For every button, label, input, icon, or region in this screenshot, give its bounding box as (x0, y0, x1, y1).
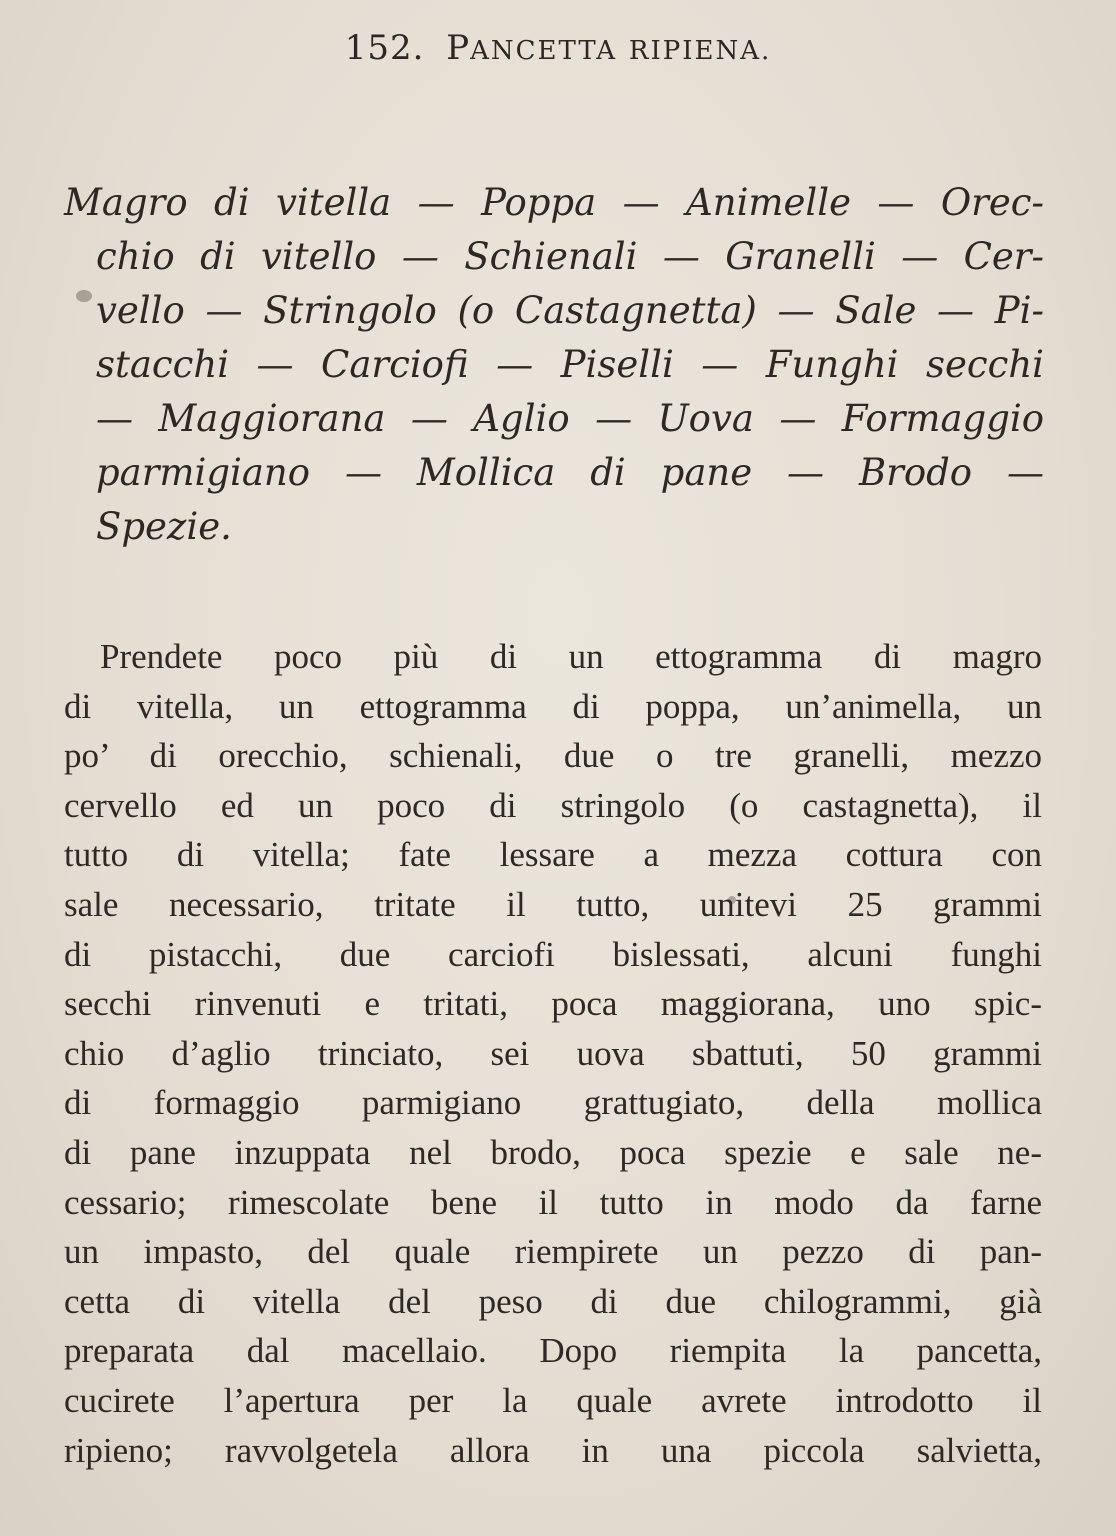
instructions-line: di pane inzuppata nel brodo, poca spezie e sale ne- (64, 1132, 1042, 1172)
instructions-line: sale necessario, tritate il tutto, unitevi 25 grammi (64, 884, 1042, 924)
ingredients-line: Spezie. (96, 505, 232, 548)
instructions-line: ripieno; ravvolgetela allora in una piccola salvietta, (64, 1430, 1042, 1470)
instructions-line: di formaggio parmigiano grattugiato, della mollica (64, 1083, 1042, 1123)
title-word-rest: ANCETTA (470, 36, 618, 66)
instructions-line: po’ di orecchio, schienali, due o tre granelli, mezzo (64, 736, 1042, 776)
instructions-line: cetta di vitella del peso di due chilogrammi, già (64, 1281, 1042, 1321)
ingredients-line: chio di vitello — Schienali — Granelli — Cer- (96, 235, 1044, 278)
ingredients-line: — Maggiorana — Aglio — Uova — Formaggio (96, 397, 1044, 440)
ingredients-line: Magro di vitella — Poppa — Animelle — Orec- (64, 181, 1044, 224)
instructions-line: chio d’aglio trinciato, sei uova sbattuti, 50 grammi (64, 1033, 1042, 1073)
instructions-line: preparata dal macellaio. Dopo riempita la pancetta, (64, 1331, 1042, 1371)
instructions-line: di vitella, un ettogramma di poppa, un’animella, un (64, 686, 1042, 726)
instructions-line: di pistacchi, due carciofi bislessati, alcuni funghi (64, 934, 1042, 974)
recipe-instructions (64, 632, 1042, 1475)
title-initial: P (446, 28, 471, 68)
instructions-line: un impasto, del quale riempirete un pezzo di pan- (64, 1232, 1042, 1272)
ink-blot (76, 290, 92, 302)
ingredients-line: stacchi — Carciofi — Piselli — Funghi secchi (96, 343, 1044, 386)
ingredients-list (64, 176, 1044, 554)
ingredients-line: parmigiano — Mollica di pane — Brodo — (96, 451, 1044, 494)
recipe-number: 152. (344, 28, 425, 68)
instructions-line: secchi rinvenuti e tritati, poca maggiorana, uno spic- (64, 984, 1042, 1024)
instructions-line: Prendete poco più di un ettogramma di magro (100, 637, 1042, 676)
instructions-line: cervello ed un poco di stringolo (o castagnetta), il (64, 785, 1042, 825)
ink-blot (728, 896, 736, 904)
title-word-two: RIPIENA. (628, 36, 772, 66)
instructions-line: tutto di vitella; fate lessare a mezza cottura con (64, 835, 1042, 875)
ingredients-line: vello — Stringolo (o Castagnetta) — Sale — Pi- (96, 289, 1044, 332)
instructions-line: cessario; rimescolate bene il tutto in modo da farne (64, 1182, 1042, 1222)
recipe-title (0, 28, 1116, 68)
instructions-line: cucirete l’apertura per la quale avrete introdotto il (64, 1380, 1042, 1420)
